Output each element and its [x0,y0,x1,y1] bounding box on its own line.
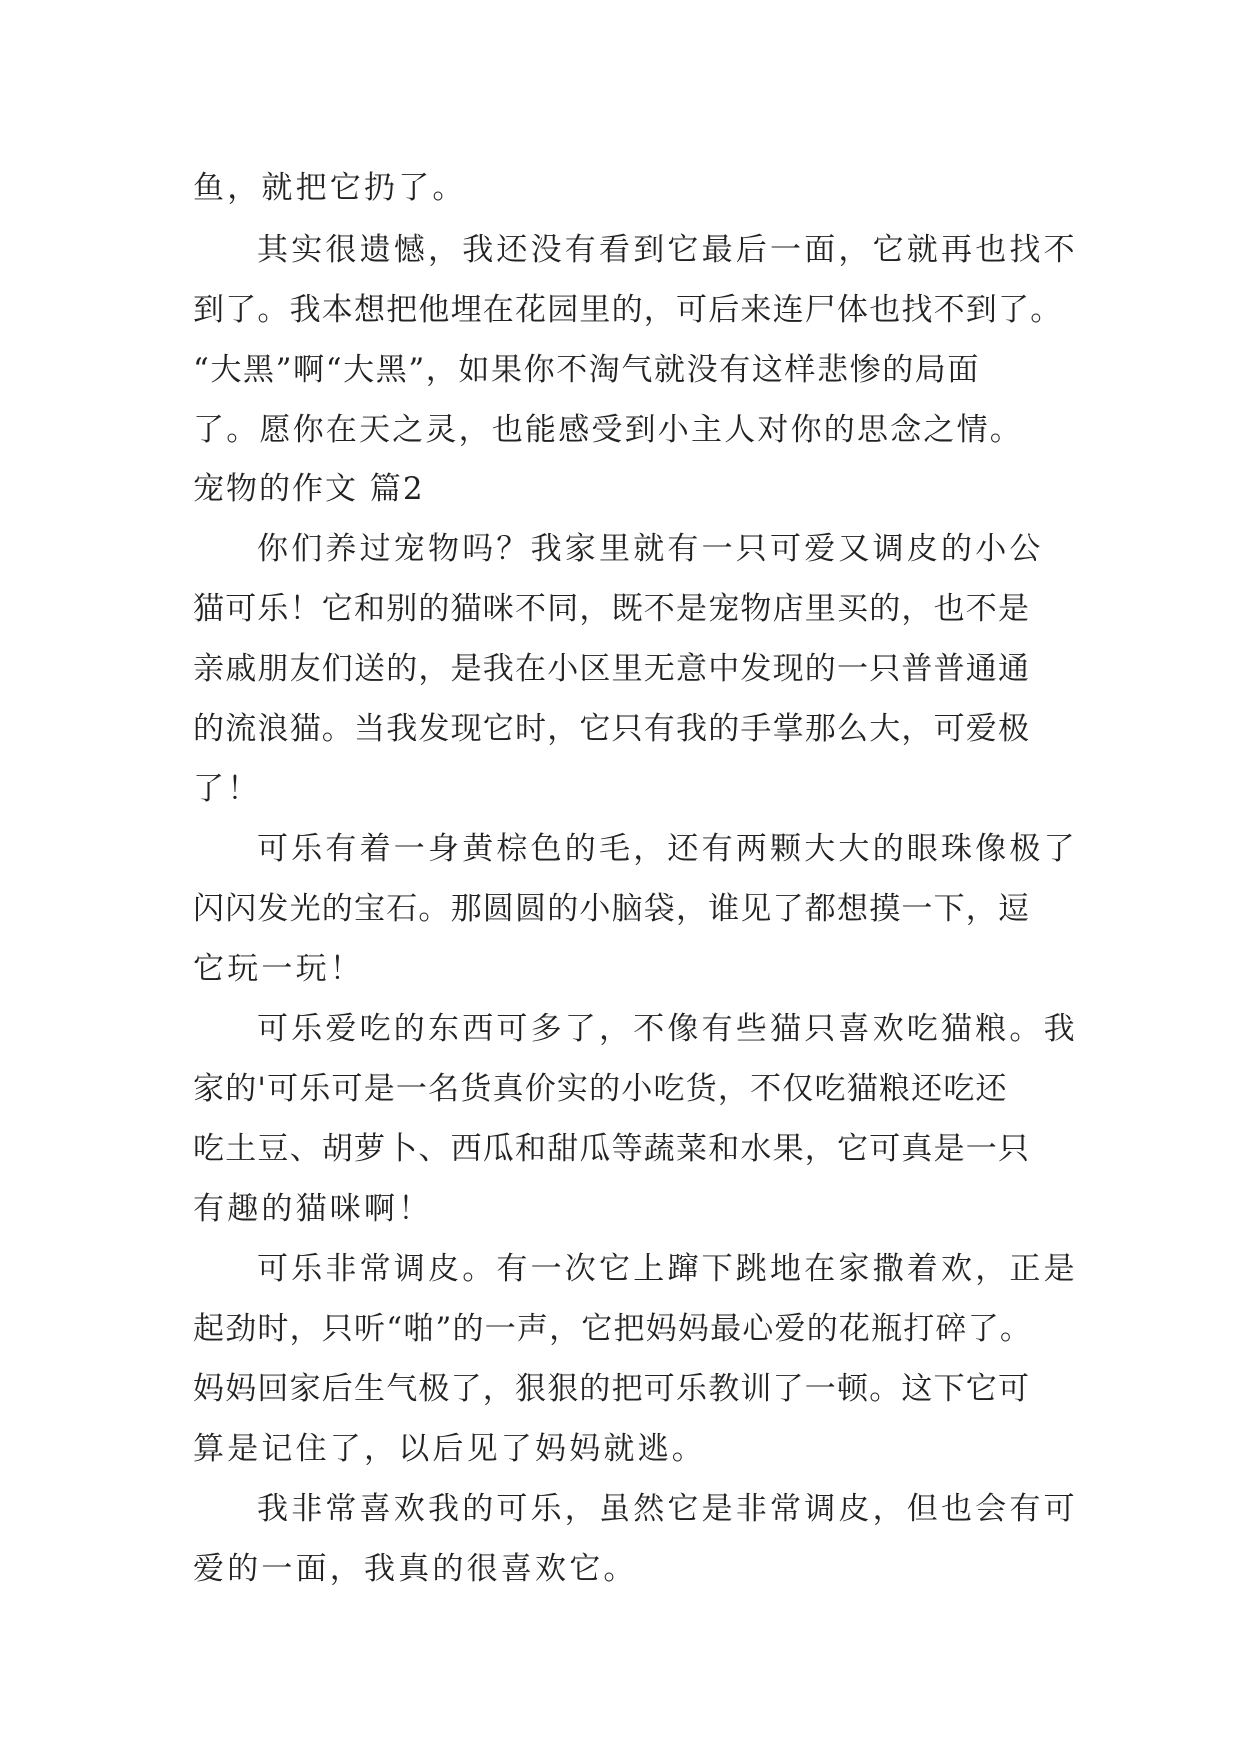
paragraph-start-line: 可乐爱吃的东西可多了，不像有些猫只喜欢吃猫粮。我 [257,1011,1078,1047]
text-line: 妈妈回家后生气极了，狠狠的把可乐教训了一顿。这下它可 [193,1371,1031,1407]
text-line: 到了。我本想把他埋在花园里的，可后来连尸体也找不到了。 [193,292,1063,328]
paragraph-start-line: 可乐非常调皮。有一次它上蹿下跳地在家撒着欢，正是 [257,1251,1078,1287]
text-line: 猫可乐！它和别的猫咪不同，既不是宠物店里买的，也不是 [193,591,1031,627]
text-line: 算是记住了，以后见了妈妈就逃。 [193,1431,706,1467]
paragraph-start-line: 我非常喜欢我的可乐，虽然它是非常调皮，但也会有可 [257,1491,1078,1527]
text-line: 起劲时，只听“啪”的一声，它把妈妈最心爱的花瓶打碎了。 [193,1311,1033,1347]
paragraph-start-line: 可乐有着一身黄棕色的毛，还有两颗大大的眼珠像极了 [257,831,1078,867]
text-line: 鱼，就把它扔了。 [193,170,467,206]
text-line: 爱的一面，我真的很喜欢它。 [193,1551,638,1587]
text-line: 的流浪猫。当我发现它时，它只有我的手掌那么大，可爱极 [193,711,1031,747]
paragraph-start-line: 其实很遗憾，我还没有看到它最后一面，它就再也找不 [257,232,1078,268]
text-line: 亲戚朋友们送的，是我在小区里无意中发现的一只普普通通 [193,651,1031,687]
text-line: 它玩一玩！ [193,951,364,987]
section-heading: 宠物的作文 篇2 [193,471,425,507]
text-line: “大黑”啊“大黑”，如果你不淘气就没有这样悲惨的局面 [193,352,980,388]
text-line: 吃土豆、胡萝卜、西瓜和甜瓜等蔬菜和水果，它可真是一只 [193,1131,1031,1167]
text-line: 了。愿你在天之灵，也能感受到小主人对你的思念之情。 [193,412,1023,448]
text-line: 家的'可乐可是一名货真价实的小吃货，不仅吃猫粮还吃还 [193,1071,1008,1107]
text-line: 闪闪发光的宝石。那圆圆的小脑袋，谁见了都想摸一下，逗 [193,891,1031,927]
paragraph-start-line: 你们养过宠物吗？我家里就有一只可爱又调皮的小公 [257,531,1044,567]
text-line: 了！ [193,771,262,807]
text-line: 有趣的猫咪啊！ [193,1191,433,1227]
